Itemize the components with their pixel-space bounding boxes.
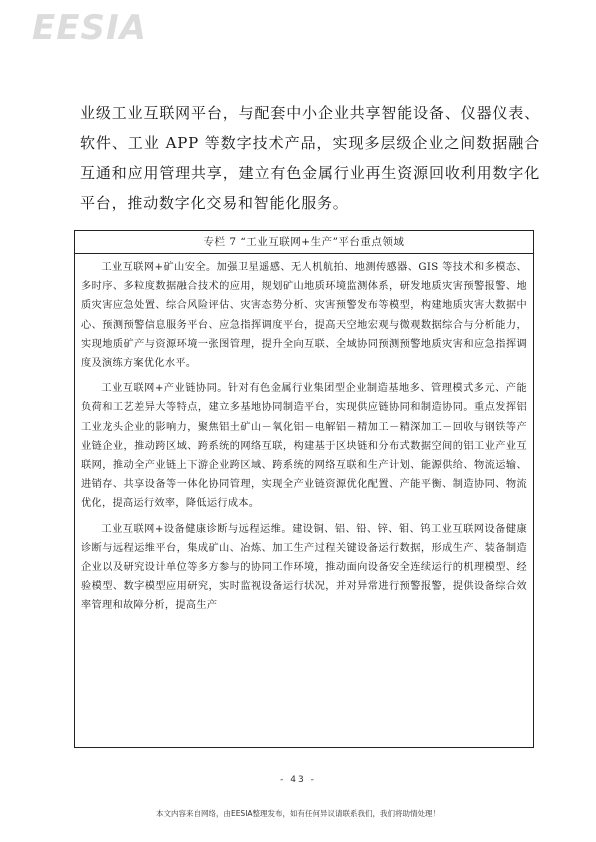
column-paragraph-industry-chain: 工业互联网+产业链协同。针对有色金属行业集团型企业制造基地多、管理模式多元、产能负荷和工艺差异大等特点，建立多基地协同制造平台，实现供应链协同和制造协同。重点发挥铝工业龙头企业的影响力，聚焦铝土矿山－氧化铝－电解铝－精加工－精深加工－回收与钢铁等产业链企业，推动跨区域、跨系统的网络互联，构建基于区块链和分布式数据空间的铝工业产业互联网，推动全产业链上下游企业跨区域、跨系统的网络互联和生产计划、能源供给、物流运输、进销存、共享设备等一体化协同管理，实现全产业链资源优化配置、产能平衡、制造协同、物流优化，提高运行效率，降低运行成本。: [81, 383, 527, 510]
lead-paragraph: 业级工业互联网平台，与配套中小企业共享智能设备、仪器仪表、软件、工业 APP 等数字技术产品，实现多层级企业之间数据融合互通和应用管理共享，建立有色金属行业再生资源回收利用数字化平台，推动数字化交易和智能化服务。: [80, 104, 540, 212]
footer-note: 本文内容来自网络，由EESIA整理发布，如有任何异议请联系我们，我们将助情处理！: [155, 809, 441, 818]
eesia-logo: EESIA: [32, 8, 147, 48]
column-paragraph-mine-safety: 工业互联网+矿山安全。加强卫星遥感、无人机航拍、地测传感器、GIS 等技术和多模态、多时序、多粒度数据融合技术的应用，规划矿山地质环境监测体系，研发地质灾害预警报警、地质灾害应急处置、综合风险评估、灾害态势分析、灾害预警发布等模型，构建地质灾害大数据中心、预测预警信息服务平台、应急指挥调度平台，提高天空地宏观与微观数据综合与分析能力，实现地质矿产与资源环境一张图管理，提升全向互联、全域协同预测预警地质灾害和应急指挥调度及演练方案优化水平。: [81, 262, 527, 370]
column-paragraph-equipment-diagnosis: 工业互联网+设备健康诊断与远程运维。建设铜、铝、铅、锌、钼、钨工业互联网设备健康诊断与远程运维平台，集成矿山、冶炼、加工生产过程关键设备运行数据，形成生产、装备制造企业以及研究设计单位等多方参与的协同工作环境，推动面向设备安全连续运行的机理模型、经验模型、数字模型应用研究，实时监视设备运行状况，并对异常进行预警报警，提供设备综合效率管理和故障分析，提高生产: [81, 523, 527, 612]
column-box-body: [75, 254, 533, 616]
page-number: - 43 -: [280, 775, 316, 785]
column-box-title: 专栏 7 “工业互联网+生产”平台重点领域: [75, 231, 533, 254]
column-box: [74, 230, 534, 748]
